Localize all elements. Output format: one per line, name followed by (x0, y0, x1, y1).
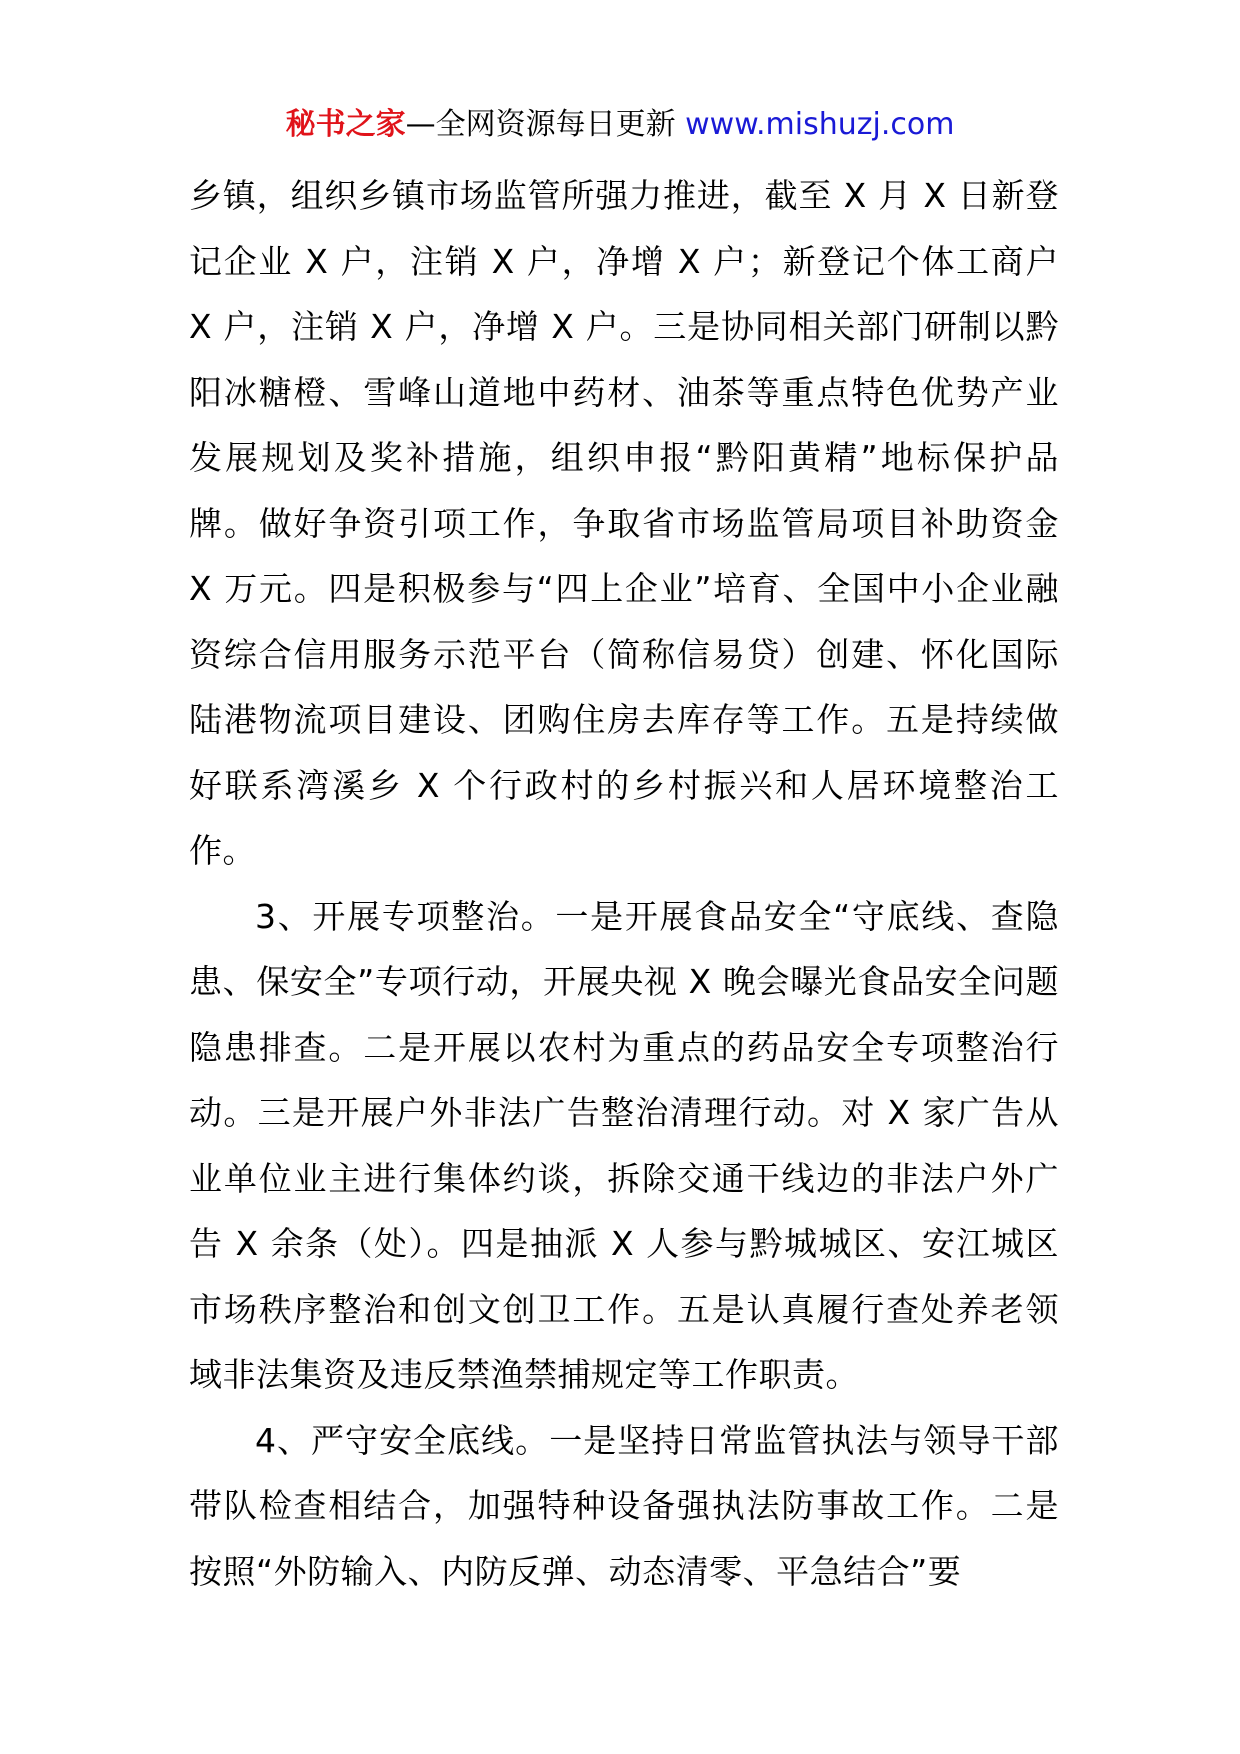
site-header (0, 100, 1240, 150)
paragraph-safety-bottom-line: 4、严守安全底线。一是坚持日常监管执法与领导干部带队检查相结合，加强特种设备强执法防事故工作。二是按照“外防输入、内防反弹、动态清零、平急结合”要 (189, 1420, 1059, 1591)
site-url-link[interactable]: www.mishuzj.com (685, 107, 955, 142)
paragraph-special-rectification: 3、开展专项整治。一是开展食品安全“守底线、查隐患、保安全”专项行动，开展央视 X 晚会曝光食品安全问题隐患排查。二是开展以农村为重点的药品安全专项整治行动。三是开展户外非法广告整治清理行动。对 X 家广告从业单位业主进行集体约谈，拆除交通干线边的非法户外广告 X 余条（处）。四是抽派 X 人参与黔城城区、安江城区市场秩序整治和创文创卫工作。五是认真履行查处养老领域非法集资及违反禁渔禁捕规定等工作职责。 (189, 896, 1059, 1394)
document-body (189, 163, 1059, 1604)
paragraph-continued: 乡镇，组织乡镇市场监管所强力推进，截至 X 月 X 日新登记企业 X 户，注销 X 户，净增 X 户；新登记个体工商户 X 户，注销 X 户，净增 X 户。三是协同相关部门研制以黔阳冰糖橙、雪峰山道地中药材、油茶等重点特色优势产业发展规划及奖补措施，组织申报“黔阳黄精”地标保护品牌。做好争资引项工作，争取省市场监管局项目补助资金 X 万元。四是积极参与“四上企业”培育、全国中小企业融资综合信用服务示范平台（简称信易贷）创建、怀化国际陆港物流项目建设、团购住房去库存等工作。五是持续做好联系湾溪乡 X 个行政村的乡村振兴和人居环境整治工作。 (189, 176, 1059, 870)
site-tagline: —全网资源每日更新 (405, 107, 676, 142)
site-brand: 秘书之家 (285, 107, 406, 142)
